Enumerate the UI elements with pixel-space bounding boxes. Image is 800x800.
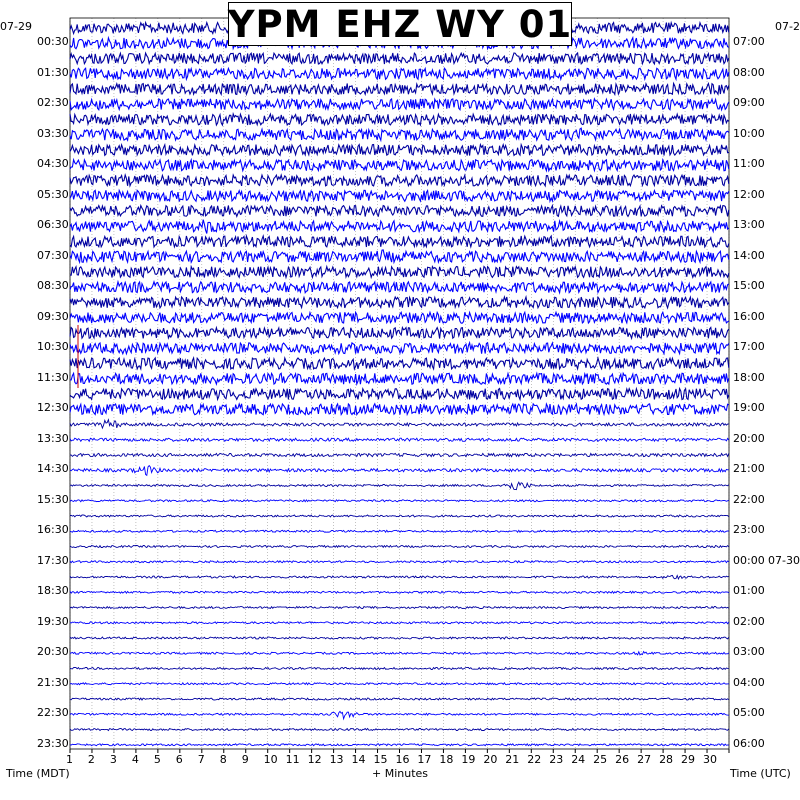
- left-date-label: 07-29: [0, 20, 32, 33]
- x-tick-label: 4: [131, 753, 139, 766]
- x-tick-label: 28: [659, 753, 674, 766]
- left-tick-label: 08:30: [37, 279, 69, 292]
- left-tick-label: 04:30: [37, 157, 69, 170]
- right-tick-label: 12:00: [733, 187, 765, 201]
- trace-line-33: [70, 530, 729, 532]
- left-tick-label: 03:30: [37, 126, 69, 140]
- right-tick-label: 06:00: [733, 736, 765, 750]
- left-tick-label: 00:30: [37, 35, 69, 48]
- right-tick-label: 09:00: [733, 96, 765, 109]
- x-tick-label: 8: [219, 753, 227, 766]
- left-tick-label: 10:30: [37, 340, 69, 353]
- right-date-label-2: 07-30: [768, 553, 800, 567]
- trace-line-4: [70, 84, 729, 95]
- x-tick-label: 17: [417, 753, 432, 766]
- left-tick-label: 06:30: [37, 218, 69, 231]
- right-tick-label: 02:00: [733, 614, 765, 628]
- left-tick-label: 19:30: [37, 614, 69, 628]
- right-tick-label: 13:00: [733, 218, 765, 231]
- right-tick-label: 22:00: [733, 492, 765, 506]
- x-tick-label: 18: [439, 753, 454, 766]
- trace-line-39: [70, 622, 729, 624]
- left-tick-label: 02:30: [37, 96, 69, 109]
- right-tick-label: 11:00: [733, 157, 765, 170]
- x-tick-label: 1: [65, 753, 73, 766]
- x-tick-label: 27: [637, 753, 652, 766]
- left-tick-label: 17:30: [37, 553, 69, 567]
- trace-line-11: [70, 190, 729, 201]
- left-tick-label: 05:30: [37, 187, 69, 201]
- x-tick-label: 5: [153, 753, 161, 766]
- trace-line-27: [70, 438, 729, 441]
- right-tick-label: 01:00: [733, 584, 765, 597]
- right-tick-label: 18:00: [733, 370, 765, 384]
- x-tick-label: 16: [395, 753, 410, 766]
- right-tick-label: 20:00: [733, 431, 765, 445]
- trace-line-40: [70, 637, 729, 639]
- trace-line-16: [70, 267, 729, 278]
- x-tick-label: 20: [483, 753, 498, 766]
- x-tick-label: 19: [461, 753, 476, 766]
- right-tick-label: 16:00: [733, 309, 765, 323]
- x-tick-label: 15: [373, 753, 388, 766]
- trace-line-36: [70, 575, 729, 579]
- left-tick-label: 20:30: [37, 645, 69, 658]
- x-tick-label: 14: [351, 753, 366, 766]
- x-tick-label: 13: [329, 753, 344, 766]
- right-tick-label: 19:00: [733, 401, 765, 414]
- right-tick-label: 08:00: [733, 65, 765, 79]
- trace-line-18: [70, 297, 729, 308]
- x-tick-label: 30: [703, 753, 717, 766]
- left-tick-label: 14:30: [37, 462, 69, 475]
- trace-line-15: [70, 250, 729, 262]
- left-tick-label: 12:30: [37, 401, 69, 414]
- x-tick-label: 3: [109, 753, 117, 766]
- x-tick-label: 6: [175, 753, 183, 766]
- x-axis-label: + Minutes: [372, 767, 429, 780]
- x-tick-label: 10: [263, 753, 278, 766]
- left-tick-label: 23:30: [37, 736, 69, 750]
- x-tick-label: 12: [307, 753, 322, 766]
- right-tick-label: 07:00: [733, 35, 765, 48]
- x-tick-label: 7: [197, 753, 205, 766]
- left-tick-label: 15:30: [37, 492, 69, 506]
- left-tick-label: 22:30: [37, 706, 69, 719]
- right-tick-label: 15:00: [733, 279, 765, 292]
- x-tick-label: 29: [681, 753, 696, 766]
- left-axis-label: Time (MDT): [6, 767, 70, 780]
- trace-line-5: [70, 99, 729, 110]
- trace-line-10: [70, 175, 729, 186]
- right-axis-label: Time (UTC): [730, 767, 791, 780]
- chart-title: YPM EHZ WY 01: [227, 2, 573, 46]
- right-tick-label: 21:00: [733, 462, 765, 475]
- left-tick-label: 01:30: [37, 65, 69, 79]
- x-tick-label: 11: [285, 753, 300, 766]
- right-tick-label: 00:00: [733, 553, 765, 567]
- x-tick-label: 25: [593, 753, 608, 766]
- x-tick-label: 23: [549, 753, 564, 766]
- x-tick-label: 21: [505, 753, 520, 766]
- left-tick-label: 11:30: [37, 370, 69, 384]
- left-tick-label: 13:30: [37, 431, 69, 445]
- left-tick-label: 18:30: [37, 584, 69, 597]
- left-tick-label: 16:30: [37, 523, 69, 536]
- trace-line-29: [70, 466, 729, 476]
- x-tick-label: 26: [615, 753, 630, 766]
- trace-line-42: [70, 668, 729, 670]
- right-tick-label: 05:00: [733, 706, 765, 719]
- x-tick-label: 22: [527, 753, 542, 766]
- right-tick-label: 23:00: [733, 523, 765, 536]
- right-tick-label: 17:00: [733, 340, 765, 353]
- left-tick-label: 09:30: [37, 309, 69, 323]
- trace-line-46: [70, 729, 729, 731]
- chart-title-box: [228, 2, 572, 46]
- x-tick-label: 24: [571, 753, 586, 766]
- left-tick-label: 21:30: [37, 675, 69, 689]
- trace-line-34: [70, 546, 729, 548]
- right-tick-label: 04:00: [733, 675, 765, 689]
- x-tick-label: 9: [241, 753, 249, 766]
- right-tick-label: 14:00: [733, 248, 765, 262]
- x-tick-label: 2: [87, 753, 95, 766]
- right-date-label: 07-2: [775, 20, 800, 33]
- right-tick-label: 10:00: [733, 126, 765, 140]
- right-tick-label: 03:00: [733, 645, 765, 658]
- left-tick-label: 07:30: [37, 248, 69, 262]
